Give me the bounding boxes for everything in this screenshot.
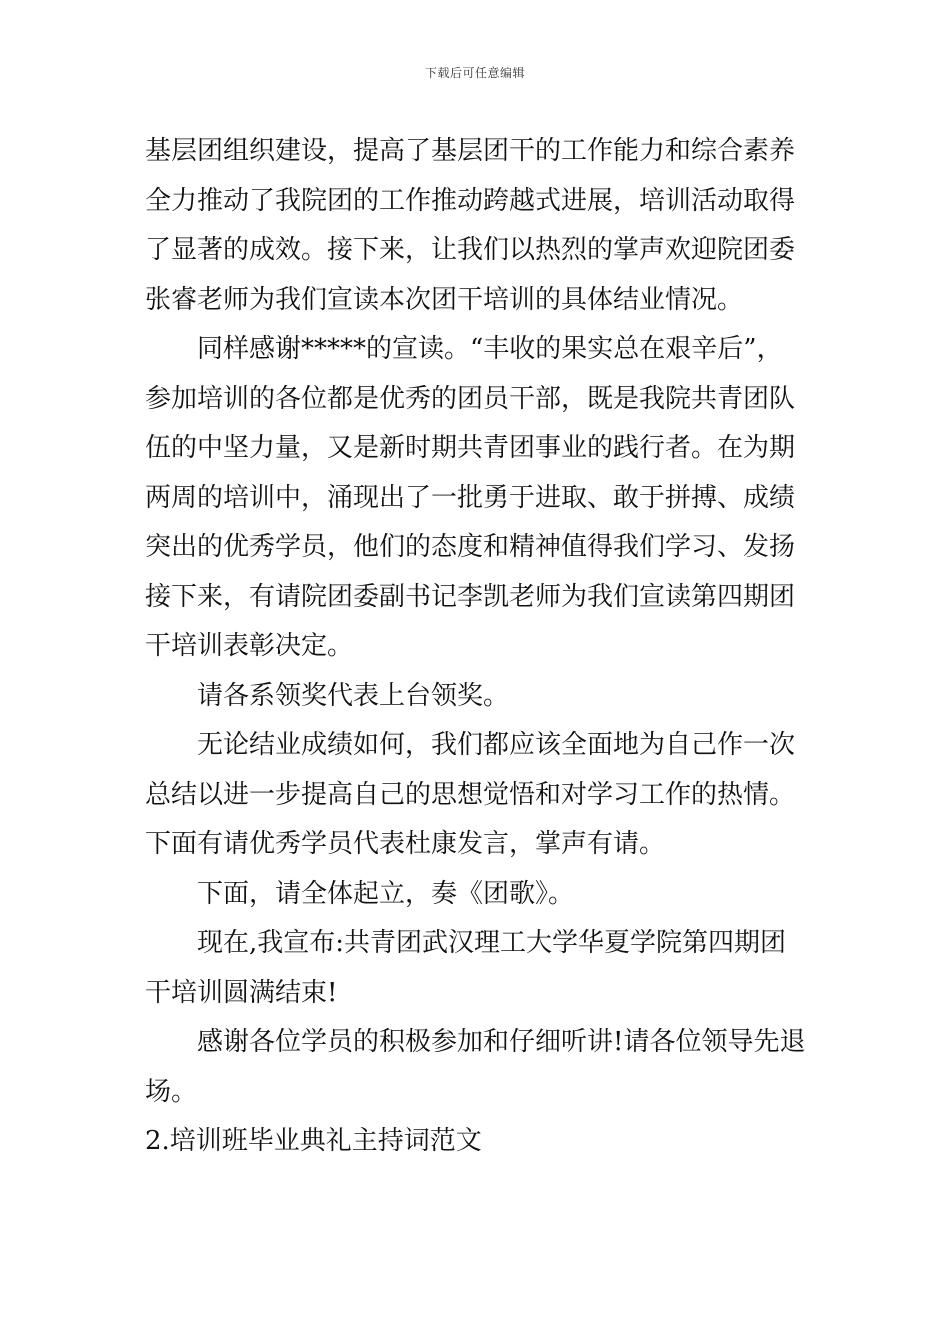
text-line: 干培训圆满结束! [145,977,338,1008]
text-line: 突出的优秀学员，他们的态度和精神值得我们学习、发扬 [145,532,796,562]
text-line: 了显著的成效。接下来，让我们以热烈的掌声欢迎院团委 [145,235,796,265]
text-line: 基层团组织建设，提高了基层团干的工作能力和综合素养 [145,136,796,166]
text-line: 下面，请全体起立，奏《团歌》。 [197,878,575,909]
page-header: 下载后可任意编辑 [424,66,525,80]
document-body [145,127,810,1167]
text-line: 张睿老师为我们宣读本次团干培训的具体结业情况。 [145,284,744,315]
text-line: 全力推动了我院团的工作推动跨越式进展，培训活动取得 [145,185,796,216]
text-line: 同样感谢*****的宣读。“丰收的果实总在艰辛后”， [197,334,783,364]
text-line: 两周的培训中，涌现出了一批勇于进取、敢于拼搏、成绩 [145,482,796,513]
text-line: 请各系领奖代表上台领奖。 [197,680,510,711]
text-line: 现在,我宣布:共青团武汉理工大学华夏学院第四期团 [197,928,787,958]
text-line: 无论结业成绩如何，我们都应该全面地为自己作一次 [197,730,796,760]
section-heading: 2.培训班毕业典礼主持词范文 [145,1126,482,1156]
text-line: 接下来，有请院团委副书记李凯老师为我们宣读第四期团 [145,581,796,612]
text-line: 干培训表彰决定。 [145,631,354,661]
text-line: 参加培训的各位都是优秀的团员干部，既是我院共青团队 [145,383,796,414]
text-line: 总结以进一步提高自己的思想觉悟和对学习工作的热情。 [145,779,796,810]
text-line: 下面有请优秀学员代表杜康发言，掌声有请。 [145,829,666,859]
text-line: 感谢各位学员的积极参加和仔细听讲!请各位领导先退 [197,1027,806,1057]
text-line: 伍的中坚力量，又是新时期共青团事业的践行者。在为期 [145,433,796,463]
text-line: 场。 [145,1076,198,1107]
